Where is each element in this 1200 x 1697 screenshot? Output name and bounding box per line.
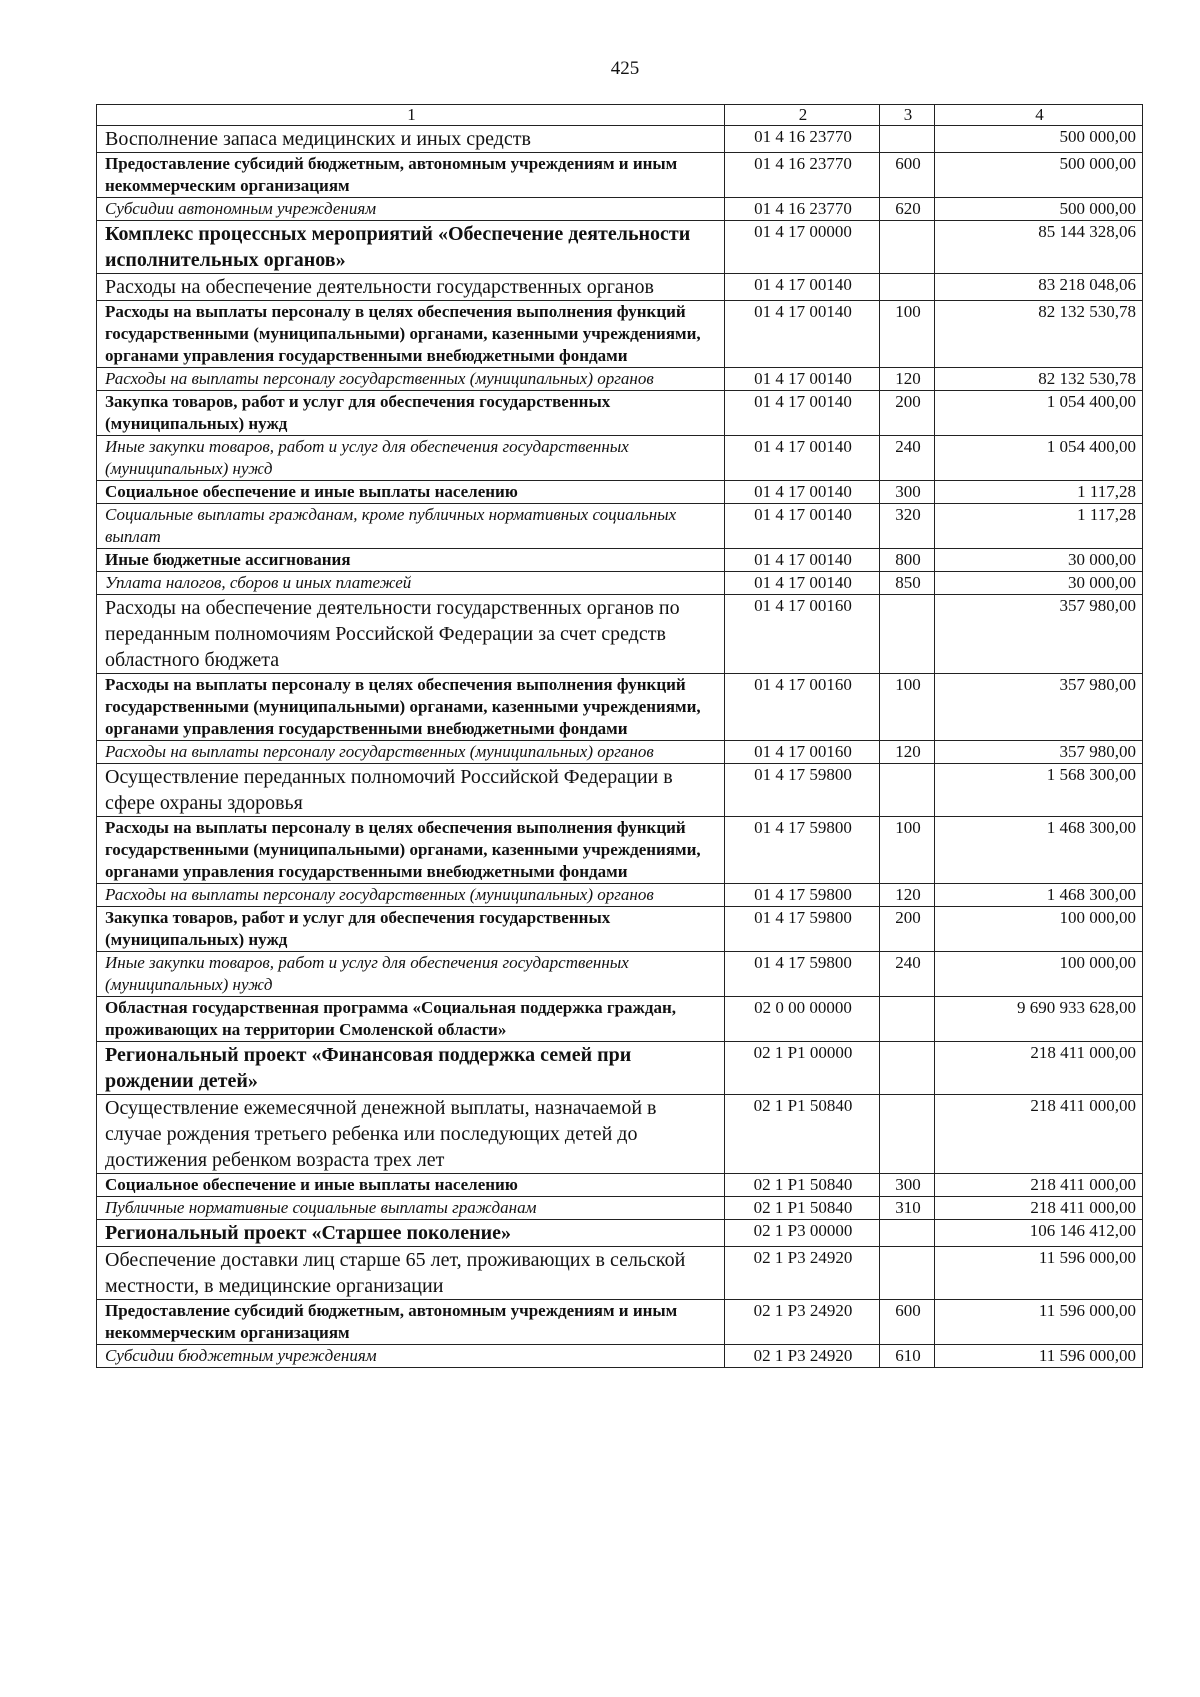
- row-amount: 218 411 000,00: [935, 1042, 1143, 1095]
- row-name: Расходы на выплаты персоналу государственных (муниципальных) органов: [97, 741, 725, 764]
- row-amount: 83 218 048,06: [935, 274, 1143, 301]
- row-expense-type: 100: [880, 674, 935, 741]
- table-row: [97, 1095, 1143, 1174]
- row-expense-type: 800: [880, 549, 935, 572]
- table-header-row: [97, 105, 1143, 126]
- row-amount: 218 411 000,00: [935, 1174, 1143, 1197]
- row-code: 01 4 17 00140: [725, 481, 880, 504]
- row-name: Предоставление субсидий бюджетным, автономным учреждениям и иным некоммерческим организациям: [97, 1300, 725, 1345]
- row-expense-type: 120: [880, 741, 935, 764]
- table-row: [97, 368, 1143, 391]
- row-name: Иные закупки товаров, работ и услуг для обеспечения государственных (муниципальных) нужд: [97, 436, 725, 481]
- row-code: 02 1 Р3 24920: [725, 1345, 880, 1368]
- row-code: 02 1 Р3 24920: [725, 1247, 880, 1300]
- table-row: [97, 884, 1143, 907]
- row-code: 01 4 17 59800: [725, 817, 880, 884]
- row-code: 02 0 00 00000: [725, 997, 880, 1042]
- row-amount: 82 132 530,78: [935, 301, 1143, 368]
- row-expense-type: 240: [880, 436, 935, 481]
- row-expense-type: 320: [880, 504, 935, 549]
- table-row: [97, 221, 1143, 274]
- row-name: Расходы на выплаты персоналу государственных (муниципальных) органов: [97, 884, 725, 907]
- table-row: [97, 1300, 1143, 1345]
- row-code: 02 1 Р1 50840: [725, 1197, 880, 1220]
- row-expense-type: [880, 274, 935, 301]
- row-expense-type: 200: [880, 907, 935, 952]
- row-amount: 11 596 000,00: [935, 1300, 1143, 1345]
- row-expense-type: [880, 1220, 935, 1247]
- row-name: Иные бюджетные ассигнования: [97, 549, 725, 572]
- row-code: 01 4 17 59800: [725, 952, 880, 997]
- row-expense-type: [880, 126, 935, 153]
- row-amount: 30 000,00: [935, 549, 1143, 572]
- row-name: Субсидии бюджетным учреждениям: [97, 1345, 725, 1368]
- table-row: [97, 764, 1143, 817]
- row-amount: 11 596 000,00: [935, 1345, 1143, 1368]
- row-amount: 357 980,00: [935, 741, 1143, 764]
- header-col-2: 2: [725, 105, 880, 126]
- row-amount: 500 000,00: [935, 126, 1143, 153]
- row-amount: 218 411 000,00: [935, 1095, 1143, 1174]
- row-expense-type: 100: [880, 301, 935, 368]
- row-expense-type: 850: [880, 572, 935, 595]
- row-expense-type: 100: [880, 817, 935, 884]
- row-expense-type: [880, 595, 935, 674]
- row-amount: 1 468 300,00: [935, 817, 1143, 884]
- row-amount: 218 411 000,00: [935, 1197, 1143, 1220]
- row-code: 01 4 16 23770: [725, 126, 880, 153]
- row-code: 02 1 Р1 00000: [725, 1042, 880, 1095]
- row-code: 01 4 17 00140: [725, 391, 880, 436]
- row-code: 01 4 17 00160: [725, 674, 880, 741]
- row-name: Закупка товаров, работ и услуг для обеспечения государственных (муниципальных) нужд: [97, 907, 725, 952]
- table-row: [97, 1174, 1143, 1197]
- row-name: Расходы на выплаты персоналу в целях обеспечения выполнения функций государственными (муниципальными) органами, казенными учреждениями, органами управления государственными внебюджетными фондами: [97, 817, 725, 884]
- table-row: [97, 436, 1143, 481]
- row-amount: 1 054 400,00: [935, 391, 1143, 436]
- row-code: 01 4 17 00160: [725, 741, 880, 764]
- table-row: [97, 1042, 1143, 1095]
- row-name: Субсидии автономным учреждениям: [97, 198, 725, 221]
- row-code: 01 4 17 59800: [725, 764, 880, 817]
- row-expense-type: 600: [880, 1300, 935, 1345]
- row-name: Социальное обеспечение и иные выплаты населению: [97, 1174, 725, 1197]
- row-name: Расходы на выплаты персоналу государственных (муниципальных) органов: [97, 368, 725, 391]
- row-amount: 500 000,00: [935, 198, 1143, 221]
- row-expense-type: 200: [880, 391, 935, 436]
- table-row: [97, 1247, 1143, 1300]
- row-code: 01 4 17 00140: [725, 301, 880, 368]
- table-row: [97, 817, 1143, 884]
- row-name: Расходы на выплаты персоналу в целях обеспечения выполнения функций государственными (муниципальными) органами, казенными учреждениями, органами управления государственными внебюджетными фондами: [97, 301, 725, 368]
- row-expense-type: [880, 1247, 935, 1300]
- table-row: [97, 1220, 1143, 1247]
- row-code: 01 4 16 23770: [725, 198, 880, 221]
- header-col-3: 3: [880, 105, 935, 126]
- row-amount: 1 568 300,00: [935, 764, 1143, 817]
- row-amount: 1 468 300,00: [935, 884, 1143, 907]
- table-row: [97, 741, 1143, 764]
- row-code: 01 4 17 00000: [725, 221, 880, 274]
- row-amount: 100 000,00: [935, 952, 1143, 997]
- row-name: Осуществление переданных полномочий Российской Федерации в сфере охраны здоровья: [97, 764, 725, 817]
- row-amount: 106 146 412,00: [935, 1220, 1143, 1247]
- row-name: Закупка товаров, работ и услуг для обеспечения государственных (муниципальных) нужд: [97, 391, 725, 436]
- row-expense-type: 120: [880, 368, 935, 391]
- header-col-1: 1: [97, 105, 725, 126]
- table-row: [97, 153, 1143, 198]
- row-expense-type: 120: [880, 884, 935, 907]
- table-row: [97, 1345, 1143, 1368]
- row-code: 01 4 17 00140: [725, 504, 880, 549]
- table-row: [97, 572, 1143, 595]
- row-amount: 30 000,00: [935, 572, 1143, 595]
- row-amount: 1 054 400,00: [935, 436, 1143, 481]
- row-amount: 357 980,00: [935, 595, 1143, 674]
- row-amount: 82 132 530,78: [935, 368, 1143, 391]
- row-expense-type: [880, 221, 935, 274]
- table-row: [97, 674, 1143, 741]
- table-row: [97, 481, 1143, 504]
- row-code: 01 4 17 00140: [725, 572, 880, 595]
- row-name: Восполнение запаса медицинских и иных средств: [97, 126, 725, 153]
- row-expense-type: 300: [880, 481, 935, 504]
- row-code: 01 4 17 00140: [725, 436, 880, 481]
- row-name: Комплекс процессных мероприятий «Обеспечение деятельности исполнительных органов»: [97, 221, 725, 274]
- row-code: 02 1 Р1 50840: [725, 1095, 880, 1174]
- row-name: Расходы на обеспечение деятельности государственных органов: [97, 274, 725, 301]
- table-row: [97, 1197, 1143, 1220]
- row-amount: 500 000,00: [935, 153, 1143, 198]
- row-name: Региональный проект «Финансовая поддержка семей при рождении детей»: [97, 1042, 725, 1095]
- row-amount: 357 980,00: [935, 674, 1143, 741]
- table-row: [97, 391, 1143, 436]
- row-expense-type: [880, 1042, 935, 1095]
- row-amount: 11 596 000,00: [935, 1247, 1143, 1300]
- row-name: Обеспечение доставки лиц старше 65 лет, проживающих в сельской местности, в медицинские организации: [97, 1247, 725, 1300]
- row-amount: 1 117,28: [935, 481, 1143, 504]
- row-name: Социальные выплаты гражданам, кроме публичных нормативных социальных выплат: [97, 504, 725, 549]
- row-name: Расходы на выплаты персоналу в целях обеспечения выполнения функций государственными (муниципальными) органами, казенными учреждениями, органами управления государственными внебюджетными фондами: [97, 674, 725, 741]
- budget-table: [96, 104, 1143, 1368]
- row-expense-type: 240: [880, 952, 935, 997]
- row-name: Публичные нормативные социальные выплаты гражданам: [97, 1197, 725, 1220]
- table-row: [97, 301, 1143, 368]
- row-expense-type: [880, 1095, 935, 1174]
- table-row: [97, 198, 1143, 221]
- row-name: Социальное обеспечение и иные выплаты населению: [97, 481, 725, 504]
- table-row: [97, 907, 1143, 952]
- row-amount: 100 000,00: [935, 907, 1143, 952]
- row-code: 01 4 17 00140: [725, 274, 880, 301]
- page-number: 425: [610, 58, 640, 79]
- table-row: [97, 997, 1143, 1042]
- row-code: 01 4 17 59800: [725, 884, 880, 907]
- row-name: Областная государственная программа «Социальная поддержка граждан, проживающих на территории Смоленской области»: [97, 997, 725, 1042]
- row-name: Уплата налогов, сборов и иных платежей: [97, 572, 725, 595]
- row-code: 01 4 17 59800: [725, 907, 880, 952]
- table-row: [97, 595, 1143, 674]
- row-code: 01 4 16 23770: [725, 153, 880, 198]
- table-row: [97, 952, 1143, 997]
- row-expense-type: [880, 997, 935, 1042]
- row-code: 01 4 17 00140: [725, 368, 880, 391]
- row-expense-type: 620: [880, 198, 935, 221]
- row-amount: 85 144 328,06: [935, 221, 1143, 274]
- row-expense-type: 610: [880, 1345, 935, 1368]
- row-code: 01 4 17 00160: [725, 595, 880, 674]
- table-row: [97, 504, 1143, 549]
- row-amount: 9 690 933 628,00: [935, 997, 1143, 1042]
- row-code: 01 4 17 00140: [725, 549, 880, 572]
- row-expense-type: 600: [880, 153, 935, 198]
- row-expense-type: 310: [880, 1197, 935, 1220]
- row-name: Осуществление ежемесячной денежной выплаты, назначаемой в случае рождения третьего ребенка или последующих детей до достижения ребенком возраста трех лет: [97, 1095, 725, 1174]
- row-expense-type: 300: [880, 1174, 935, 1197]
- row-name: Предоставление субсидий бюджетным, автономным учреждениям и иным некоммерческим организациям: [97, 153, 725, 198]
- table-row: [97, 126, 1143, 153]
- row-expense-type: [880, 764, 935, 817]
- row-code: 02 1 Р3 00000: [725, 1220, 880, 1247]
- row-name: Иные закупки товаров, работ и услуг для обеспечения государственных (муниципальных) нужд: [97, 952, 725, 997]
- header-col-4: 4: [935, 105, 1143, 126]
- row-code: 02 1 Р1 50840: [725, 1174, 880, 1197]
- row-name: Расходы на обеспечение деятельности государственных органов по переданным полномочиям Российской Федерации за счет средств областного бюджета: [97, 595, 725, 674]
- row-amount: 1 117,28: [935, 504, 1143, 549]
- table-row: [97, 549, 1143, 572]
- row-code: 02 1 Р3 24920: [725, 1300, 880, 1345]
- table-row: [97, 274, 1143, 301]
- row-name: Региональный проект «Старшее поколение»: [97, 1220, 725, 1247]
